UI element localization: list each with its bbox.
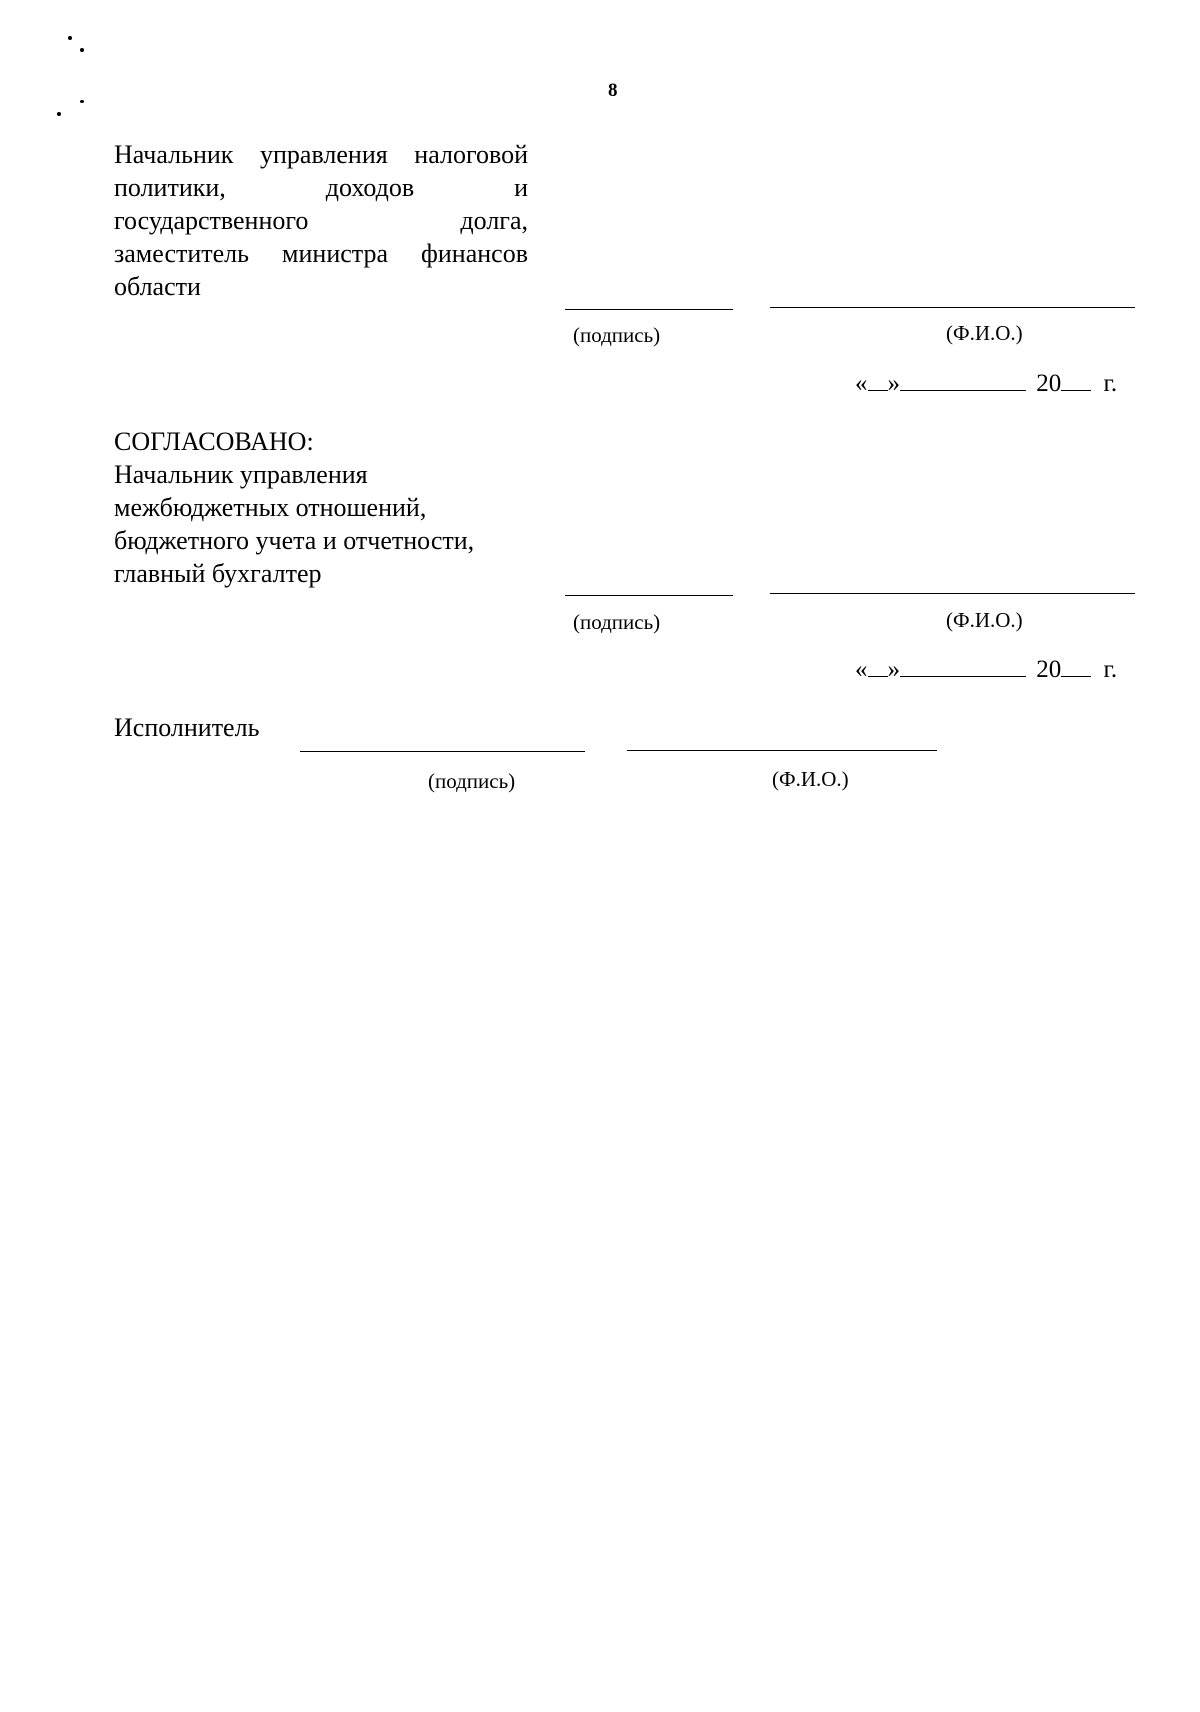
position-line: Начальник управления налоговой xyxy=(114,140,528,169)
day-blank xyxy=(868,656,888,677)
date-open-quote: « xyxy=(855,656,868,683)
year-suffix: г. xyxy=(1103,656,1118,683)
position-line: государственного долга, xyxy=(114,206,528,235)
signature-line xyxy=(565,595,733,596)
scan-speck xyxy=(80,48,84,52)
fio-caption: (Ф.И.О.) xyxy=(946,321,1023,345)
fio-line xyxy=(770,593,1135,594)
fio-line xyxy=(627,750,937,751)
position-line: политики, доходов и xyxy=(114,173,528,202)
approval-heading: СОГЛАСОВАНО: xyxy=(114,427,314,456)
scan-speck xyxy=(68,36,72,40)
position-line: области xyxy=(114,272,201,301)
position-line: межбюджетных отношений, xyxy=(114,493,427,522)
year-blank xyxy=(1061,656,1091,677)
position-line: Начальник управления xyxy=(114,460,368,489)
date-open-quote: « xyxy=(855,370,868,397)
fio-caption: (Ф.И.О.) xyxy=(772,767,849,791)
signature-caption: (подпись) xyxy=(428,769,516,793)
date-close-quote: » xyxy=(887,370,900,397)
year-suffix: г. xyxy=(1103,370,1118,397)
scan-speck xyxy=(57,112,61,116)
date-line xyxy=(855,656,1117,684)
date-close-quote: » xyxy=(887,656,900,683)
day-blank xyxy=(868,370,888,391)
date-line xyxy=(855,370,1117,398)
signature-line xyxy=(300,751,585,752)
signature-caption: (подпись) xyxy=(573,323,661,347)
fio-caption: (Ф.И.О.) xyxy=(946,608,1023,632)
year-blank xyxy=(1061,370,1091,391)
page-number: 8 xyxy=(608,80,618,101)
month-blank xyxy=(900,370,1026,391)
position-line: главный бухгалтер xyxy=(114,559,322,588)
year-prefix: 20 xyxy=(1036,370,1062,397)
position-title-1 xyxy=(114,138,528,303)
fio-line xyxy=(770,307,1135,308)
signature-caption: (подпись) xyxy=(573,610,661,634)
position-line: бюджетного учета и отчетности, xyxy=(114,526,475,555)
signature-line xyxy=(565,309,733,310)
year-prefix: 20 xyxy=(1036,656,1062,683)
month-blank xyxy=(900,656,1026,677)
executor-label: Исполнитель xyxy=(114,713,260,742)
approval-block xyxy=(114,425,474,590)
scan-speck xyxy=(80,100,84,103)
position-line: заместитель министра финансов xyxy=(114,239,528,268)
